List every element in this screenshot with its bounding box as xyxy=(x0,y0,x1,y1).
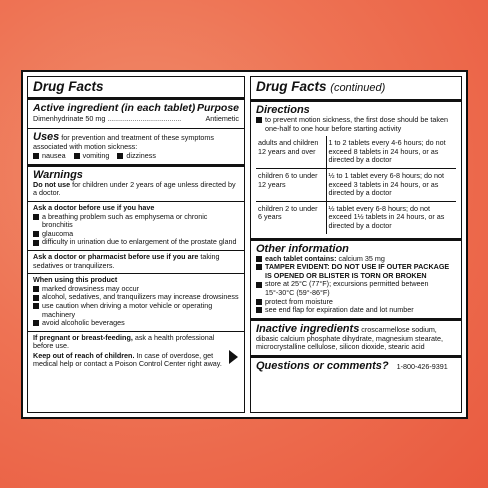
dosage-table xyxy=(256,136,456,233)
uses-text: for prevention and treatment of these symptoms associated with motion sickness: xyxy=(33,132,214,151)
uses-item: nausea xyxy=(33,152,66,161)
drug-facts-panel xyxy=(21,70,468,419)
drug-facts-title-continued: Drug Facts xyxy=(256,79,327,94)
purpose-heading: Purpose xyxy=(196,102,239,114)
bullet-square-icon xyxy=(256,256,262,262)
ask-pharmacist-text: taking sedatives or tranquilizers. xyxy=(33,251,220,270)
phone-number: 1-800-426-9391 xyxy=(396,361,448,371)
table-row xyxy=(256,201,456,233)
list-item: TAMPER EVIDENT: DO NOT USE IF OUTER PACKAGE IS OPENED OR BLISTER IS TORN OR BROKEN xyxy=(256,263,456,280)
dose-cell: ½ to 1 tablet every 6-8 hours; do not exceed 3 tablets in 24 hours, or as directed by a doctor xyxy=(326,168,456,201)
bullet-square-icon xyxy=(117,153,123,159)
list-item: use caution when driving a motor vehicle or operating machinery xyxy=(33,302,239,319)
other-information-section xyxy=(251,241,461,321)
directions-intro: to prevent motion sickness, the first dose should be taken one-half to one hour before starting activity xyxy=(256,116,456,133)
bullet-square-icon xyxy=(33,214,39,220)
list-item: marked drowsiness may occur xyxy=(33,285,239,294)
pregnant-label: If pregnant or breast-feeding, xyxy=(33,332,133,342)
pregnant-text: ask a health professional before use. xyxy=(33,332,215,351)
questions-section xyxy=(251,358,461,375)
bullet-square-icon xyxy=(74,153,80,159)
table-row xyxy=(256,168,456,201)
drug-facts-title: Drug Facts xyxy=(33,79,104,94)
when-using-section xyxy=(28,274,244,332)
questions-heading: Questions or comments? xyxy=(256,359,389,372)
dose-cell: 1 to 2 tablets every 4-6 hours; do not exceed 8 tablets in 24 hours, or as directed by a doctor xyxy=(328,138,446,165)
warnings-section xyxy=(28,167,244,202)
list-item: store at 25°C (77°F); excursions permitted between 15°-30°C (59°-86°F) xyxy=(256,280,456,297)
bullet-square-icon xyxy=(256,264,262,270)
keep-out-text: In case of overdose, get medical help or contact a Poison Control Center right away. xyxy=(33,350,222,369)
active-ingredient-section xyxy=(28,100,244,129)
bullet-square-icon xyxy=(33,231,39,237)
age-group-cell: adults and children 12 years and over xyxy=(256,136,326,168)
bullet-square-icon xyxy=(33,295,39,301)
uses-section xyxy=(28,129,244,167)
inactive-ingredients-section xyxy=(251,321,461,358)
list-item: a breathing problem such as emphysema or chronic bronchitis xyxy=(33,213,239,230)
directions-section xyxy=(251,102,461,241)
drug-facts-left-column xyxy=(27,76,245,413)
drug-facts-right-column xyxy=(250,76,462,413)
inactive-ingredients-text: croscarmellose sodium, dibasic calcium phosphate dihydrate, magnesium stearate, microcrystalline cellulose, silicon dioxide, stearic acid xyxy=(256,324,443,352)
list-item: difficulty in urination due to enlargement of the prostate gland xyxy=(33,238,239,247)
bullet-square-icon xyxy=(33,320,39,326)
ask-pharmacist-label: Ask a doctor or pharmacist before use if you are xyxy=(33,251,199,261)
bullet-square-icon xyxy=(33,286,39,292)
bullet-square-icon xyxy=(256,299,262,305)
do-not-use-text: for children under 2 years of age unless directed by a doctor. xyxy=(33,179,236,198)
list-item: alcohol, sedatives, and tranquilizers may increase drowsiness xyxy=(33,293,239,302)
uses-item: vomiting xyxy=(74,152,110,161)
uses-heading: Uses xyxy=(33,130,60,143)
title-section xyxy=(28,77,244,100)
inactive-ingredients-heading: Inactive ingredients xyxy=(256,322,360,335)
ingredient-name: Dimenhydrinate 50 mg xyxy=(33,114,106,123)
continued-title-section xyxy=(251,77,461,102)
pregnant-keep-out-section xyxy=(28,332,244,372)
ask-doctor-heading: Ask a doctor before use if you have xyxy=(33,202,155,212)
warnings-heading: Warnings xyxy=(33,168,83,181)
other-information-heading: Other information xyxy=(256,242,349,255)
bullet-square-icon xyxy=(256,117,262,123)
keep-out-label: Keep out of reach of children. xyxy=(33,350,135,360)
bullet-square-icon xyxy=(33,153,39,159)
ingredient-purpose: Antiemetic xyxy=(205,114,239,123)
list-item: each tablet contains: calcium 35 mg xyxy=(256,255,456,264)
age-group-cell: children 6 to under 12 years xyxy=(256,168,326,201)
table-row xyxy=(256,136,456,168)
bullet-square-icon xyxy=(33,240,39,246)
bullet-square-icon xyxy=(256,282,262,288)
list-item: see end flap for expiration date and lot number xyxy=(256,306,456,315)
ask-pharmacist-section xyxy=(28,251,244,274)
dose-cell: ½ tablet every 6-8 hours; do not exceed 1½ tablets in 24 hours, or as directed by a doctor xyxy=(326,201,456,233)
list-item: protect from moisture xyxy=(256,298,456,307)
list-item: avoid alcoholic beverages xyxy=(33,319,239,328)
leader-dots: ...................................... xyxy=(107,116,182,123)
bullet-square-icon xyxy=(33,303,39,309)
ask-doctor-section xyxy=(28,202,244,251)
continued-label: (continued) xyxy=(330,82,386,94)
do-not-use-label: Do not use xyxy=(33,179,71,189)
bullet-square-icon xyxy=(256,307,262,313)
directions-heading: Directions xyxy=(256,104,310,116)
uses-item: dizziness xyxy=(117,152,156,161)
when-using-heading: When using this product xyxy=(33,275,118,285)
continue-arrow-icon xyxy=(229,350,238,364)
active-ingredient-heading: Active ingredient (in each tablet) xyxy=(33,102,196,114)
list-item: glaucoma xyxy=(33,230,239,239)
age-group-cell: children 2 to under 6 years xyxy=(256,201,326,233)
